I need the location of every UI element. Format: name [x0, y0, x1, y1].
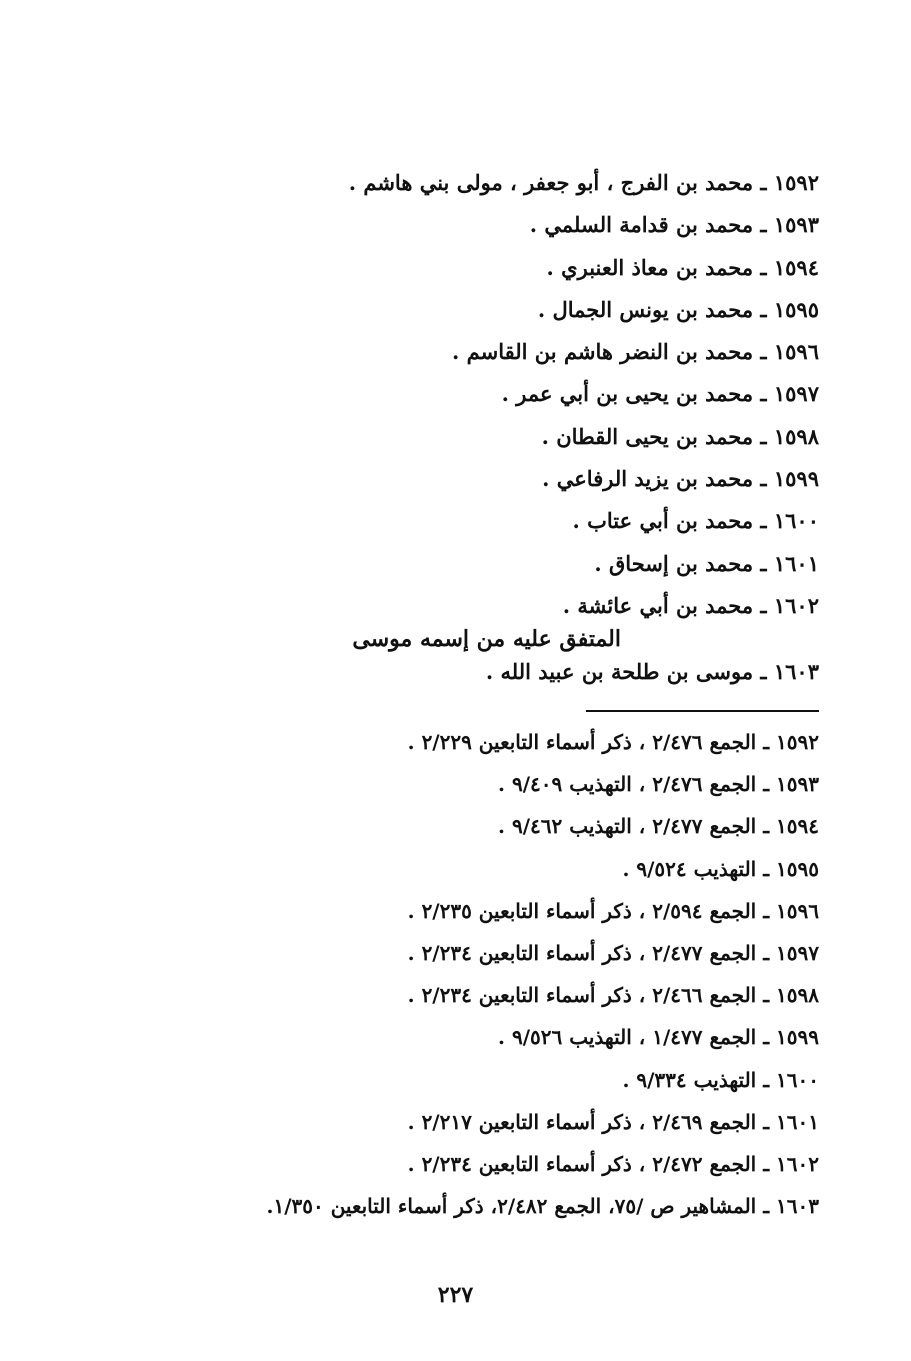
entry-number: ١٥٩٢ [773, 170, 819, 195]
entry-number: ١٥٩٨ [773, 423, 819, 449]
entry-item [119, 416, 819, 458]
section-heading: المتفق عليه من إسمه موسى [352, 626, 621, 652]
entry-number: ١٦٠٠ [773, 508, 819, 534]
footnote-number: ١٥٩٨ [776, 983, 819, 1008]
footnote-number: ١٥٩٦ [776, 898, 819, 923]
entry-number: ١٥٩٧ [773, 381, 819, 407]
footnote-text: ـ الجمع ٢/٤٧٧ ، ذكر أسماء التابعين ٢/٢٣٤ . [407, 940, 770, 965]
footnote-item [99, 1101, 819, 1143]
footnote-item [99, 1016, 819, 1058]
entry-item [119, 585, 819, 627]
footnote-item [99, 805, 819, 847]
footnote-item [99, 848, 819, 890]
footnote-item [99, 974, 819, 1016]
footnote-number: ١٦٠٢ [776, 1151, 819, 1176]
entry-number: ١٦٠٣ [773, 659, 819, 684]
footnote-text: ـ الجمع ٢/٤٧٦ ، التهذيب ٩/٤٠٩ . [498, 772, 770, 797]
entry-item-last [486, 654, 819, 690]
entry-text: ـ محمد بن يحيى القطان . [541, 423, 767, 449]
entry-item [119, 162, 819, 204]
footnote-text: ـ التهذيب ٩/٣٣٤ . [622, 1067, 770, 1092]
footnote-text: ـ المشاهير ص /٧٥، الجمع ٢/٤٨٢، ذكر أسماء التابعين ١/٣٥٠. [266, 1194, 770, 1219]
entry-list [119, 162, 819, 627]
footnote-item [99, 763, 819, 805]
entry-item [119, 247, 819, 289]
footnote-number: ١٥٩٢ [776, 730, 819, 754]
entry-text: ـ محمد بن النضر هاشم بن القاسم . [452, 339, 767, 365]
footnote-number: ١٦٠١ [776, 1109, 819, 1134]
entry-number: ١٥٩٤ [773, 254, 819, 280]
entry-text: ـ محمد بن أبي عتاب . [572, 508, 767, 534]
footnote-text: ـ الجمع ٢/٤٧٧ ، التهذيب ٩/٤٦٢ . [498, 814, 770, 839]
footnote-text: ـ الجمع ٢/٤٦٩ ، ذكر أسماء التابعين ٢/٢١٧ . [407, 1109, 770, 1134]
entry-number: ١٥٩٦ [773, 339, 819, 365]
entry-text: ـ محمد بن معاذ العنبري . [546, 254, 767, 280]
entry-item [119, 204, 819, 246]
footnote-number: ١٦٠٠ [776, 1067, 819, 1092]
entry-number: ١٥٩٩ [773, 466, 819, 492]
entry-text: ـ محمد بن أبي عائشة . [562, 592, 767, 618]
entry-text: ـ محمد بن الفرج ، أبو جعفر ، مولى بني هاشم . [348, 170, 767, 195]
entry-item [119, 543, 819, 585]
footnote-item [99, 1143, 819, 1185]
entry-item [119, 331, 819, 373]
entry-number: ١٦٠٢ [773, 592, 819, 618]
entry-number: ١٦٠١ [773, 550, 819, 576]
entry-text: ـ محمد بن يونس الجمال . [537, 296, 767, 322]
footnote-text: ـ الجمع ٢/٥٩٤ ، ذكر أسماء التابعين ٢/٢٣٥ . [407, 898, 770, 923]
entry-text: ـ محمد بن إسحاق . [594, 550, 767, 576]
entry-item [119, 458, 819, 500]
footnote-item [99, 721, 819, 763]
entry-text: ـ محمد بن قدامة السلمي . [529, 212, 767, 238]
entry-text: ـ موسى بن طلحة بن عبيد الله . [485, 659, 767, 684]
footnote-number: ١٥٩٧ [776, 940, 819, 965]
footnote-item [99, 890, 819, 932]
footnote-item [99, 1059, 819, 1101]
footnote-number: ١٥٩٣ [776, 772, 819, 797]
footnote-list [99, 721, 819, 1227]
footnote-number: ١٦٠٣ [776, 1194, 819, 1219]
footnote-item [99, 1185, 819, 1227]
footnote-text: ـ الجمع ١/٤٧٧ ، التهذيب ٩/٥٢٦ . [498, 1025, 770, 1050]
footnote-text: ـ الجمع ٢/٤٧٢ ، ذكر أسماء التابعين ٢/٢٣٤ . [407, 1151, 770, 1176]
entry-text: ـ محمد بن يحيى بن أبي عمر . [501, 381, 767, 407]
footnote-number: ١٥٩٤ [776, 814, 819, 839]
footnote-number: ١٥٩٥ [776, 856, 819, 881]
entry-text: ـ محمد بن يزيد الرفاعي . [542, 466, 767, 492]
footnote-text: ـ التهذيب ٩/٥٢٤ . [622, 856, 770, 881]
footnote-number: ١٥٩٩ [776, 1025, 819, 1050]
entry-item [119, 500, 819, 542]
entry-item [119, 373, 819, 415]
entry-item [119, 289, 819, 331]
footnote-text: ـ الجمع ٢/٤٦٦ ، ذكر أسماء التابعين ٢/٢٣٤ . [407, 983, 770, 1008]
entry-number: ١٥٩٥ [773, 296, 819, 322]
page-number: ٢٢٧ [437, 1282, 474, 1308]
footnote-text: ـ الجمع ٢/٤٧٦ ، ذكر أسماء التابعين ٢/٢٢٩ . [407, 730, 770, 754]
entry-number: ١٥٩٣ [773, 212, 819, 238]
footnote-separator [586, 710, 819, 712]
footnote-item [99, 932, 819, 974]
